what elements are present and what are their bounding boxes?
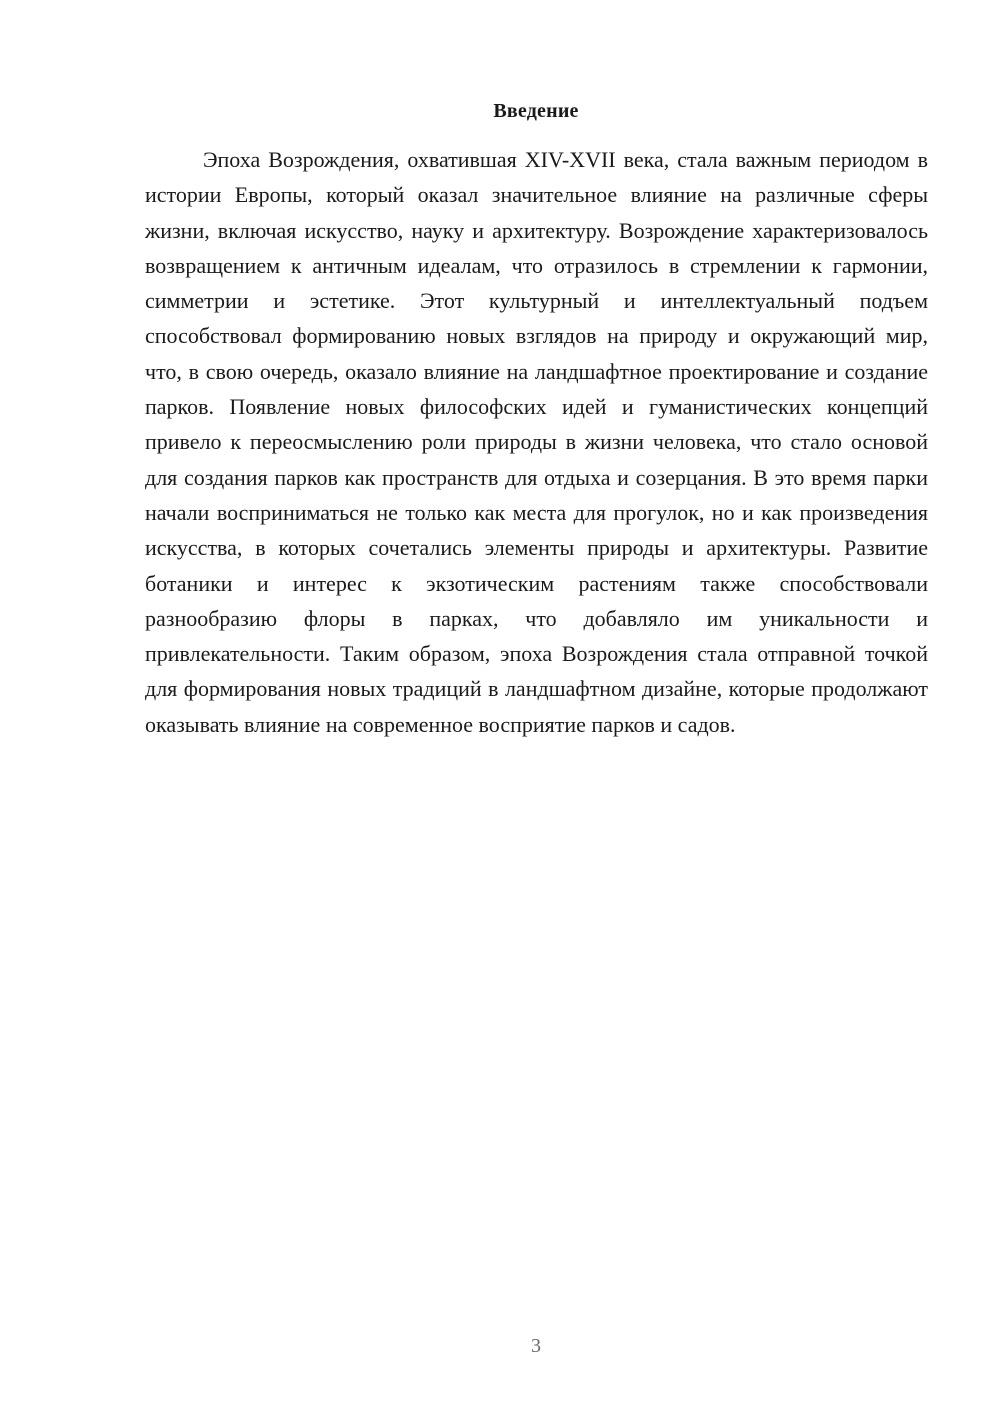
section-heading: Введение [493, 100, 579, 122]
body-paragraph: Эпоха Возрождения, охватившая XIV-XVII века, стала важным периодом в истории Европы, который оказал значительное влияние на различные сферы жизни, включая искусство, науку и архитектуру. Возрождение характеризовалось возвращением к античным идеалам, что отразилось в стремлении к гармонии, симметрии и эстетике. Этот культурный и интеллектуальный подъем способствовал формированию новых взглядов на природу и окружающий мир, что, в свою очередь, оказало влияние на ландшафтное проектирование и создание парков. Появление новых философских идей и гуманистических концепций привело к переосмыслению роли природы в жизни человека, что стало основой для создания парков как пространств для отдыха и созерцания. В это время парки начали восприниматься не только как места для прогулок, но и как произведения искусства, в которых сочетались элементы природы и архитектуры. Развитие ботаники и интерес к экзотическим растениям также способствовали разнообразию флоры в парках, что добавляло им уникальности и привлекательности. Таким образом, эпоха Возрождения стала отправной точкой для формирования новых традиций в ландшафтном дизайне, которые продолжают оказывать влияние на современное восприятие парков и садов. [145, 147, 928, 737]
page-number: 3 [531, 1335, 541, 1357]
